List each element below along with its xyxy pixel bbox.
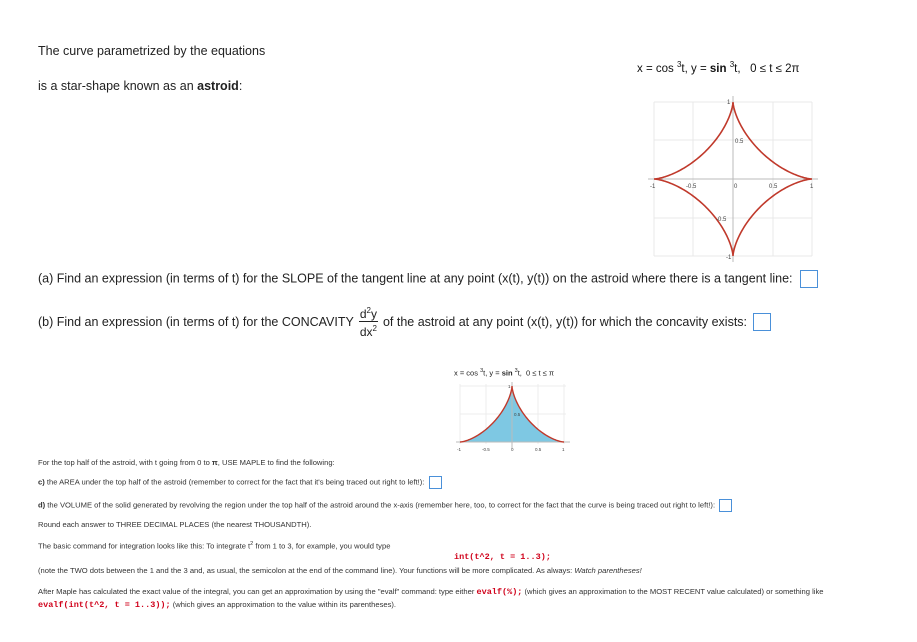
code-evalf-int: evalf(int(t^2, t = 1..3)); — [38, 600, 171, 610]
answer-c-input[interactable] — [429, 476, 442, 489]
question-c — [38, 476, 442, 489]
fraction-numerator: $d^2y$ — [359, 306, 377, 321]
eq1-t2: t, — [734, 62, 741, 75]
plot1-tick-x-1: 1 — [810, 184, 814, 190]
eq2-exp1: 3 — [480, 368, 484, 374]
basic-command-text: The basic command for integration looks like this: To integrate $t^2$ from 1 to 3, for example, you would type — [38, 541, 391, 551]
question-d-text: the VOLUME of the solid generated by revolving the region under the top half of the astroid around the x-axis (remember here, too, to correct for the fact that the curve is being traced out right to left!): — [45, 500, 716, 510]
eq2-t1: t, y = — [483, 368, 502, 378]
question-d — [38, 499, 732, 512]
plot1-tick-x-neg1: -1 — [650, 184, 656, 190]
question-d-label: d) — [38, 500, 46, 510]
concavity-fraction — [359, 304, 378, 339]
equation-1 — [637, 60, 799, 75]
plot2-tick-x-05: 0.5 — [535, 447, 542, 452]
code-int-example: int(t^2, t = 1..3); — [454, 552, 551, 562]
section-top-half: For the top half of the astroid, with t going from 0 to π, USE MAPLE to find the following: — [38, 458, 335, 467]
eq1-t1: t, y = — [681, 62, 710, 75]
intro-line-2 — [38, 79, 242, 93]
eq2-t2: t, — [517, 368, 522, 378]
plot2-tick-x-neg05: -0.5 — [482, 447, 490, 452]
question-b — [38, 304, 771, 339]
eq1-range: 0 ≤ t ≤ 2π — [750, 62, 800, 75]
eq2-x: x = cos — [454, 368, 478, 378]
question-a-text: (a) Find an expression (in terms of t) for the SLOPE of the tangent line at any point (x(t), y(t)) on the astroid where there is a tangent line: — [38, 271, 793, 286]
plot1-tick-x-0: 0 — [734, 184, 738, 190]
intro-line-1: The curve parametrized by the equations — [38, 44, 266, 58]
question-b-pre: (b) Find an expression (in terms of t) for the CONCAVITY — [38, 314, 354, 329]
watch-parentheses: Watch parentheses! — [574, 566, 642, 575]
eq2-exp2: 3 — [514, 368, 518, 374]
plot1-tick-x-neg05: -0.5 — [686, 184, 697, 190]
plot2-tick-x-0: 0 — [511, 447, 514, 452]
evalf-instructions: After Maple has calculated the exact value of the integral, you can get an approximation by using the "evalf" command: type either evalf(%); (which gives an approximation to the MOST RECENT value calculated) or something like — [38, 587, 824, 597]
intro-line-2-text: is a star-shape known as an — [38, 79, 198, 93]
evalf-instructions-2: evalf(int(t^2, t = 1..3)); (which gives an approximation to the value within its parentheses). — [38, 600, 397, 610]
astroid-plot — [646, 92, 822, 264]
equation-2 — [454, 368, 554, 378]
eq1-sin: sin — [709, 62, 727, 75]
eq1-exp2: 3 — [729, 60, 735, 69]
plot1-tick-y-neg05: -0.5 — [716, 217, 727, 223]
plot1-tick-y-neg1: -1 — [726, 255, 732, 261]
pi-symbol: π — [211, 458, 218, 467]
question-c-text: the AREA under the top half of the astroid (remember to correct for the fact that it's being traced out right to left!): — [44, 477, 425, 487]
answer-b-input[interactable] — [753, 313, 771, 331]
plot1-tick-y-05: 0.5 — [735, 139, 744, 145]
round-note: Round each answer to THREE DECIMAL PLACES (the nearest THOUSANDTH). — [38, 520, 312, 529]
eq2-sin: sin — [501, 368, 513, 378]
plot1-tick-x-05: 0.5 — [769, 184, 778, 190]
intro-line-2-end: : — [238, 79, 243, 93]
plot1-tick-y-1: 1 — [727, 100, 731, 106]
astroid-term: astroid — [197, 79, 239, 93]
plot2-tick-y-1: 1 — [508, 384, 511, 389]
eq1-x: x = cos — [637, 62, 674, 75]
plot2-tick-y-05: 0.5 — [514, 412, 521, 417]
plot2-tick-x-1: 1 — [562, 447, 565, 452]
dots-note: (note the TWO dots between the 1 and the 3 and, as usual, the semicolon at the end of the command line). Your functions will be more complicated. As always: Watch parentheses! — [38, 566, 642, 575]
question-c-label: c) — [38, 477, 45, 487]
answer-d-input[interactable] — [719, 499, 732, 512]
eq2-range: 0 ≤ t ≤ π — [526, 368, 555, 378]
question-b-post: of the astroid at any point (x(t), y(t)) for which the concavity exists: — [382, 314, 748, 329]
answer-a-input[interactable] — [800, 270, 818, 288]
question-a — [38, 270, 818, 288]
plot2-tick-x-neg1: -1 — [457, 447, 462, 452]
fraction-denominator: $dx^2$ — [359, 324, 377, 339]
code-evalf-percent: evalf(%); — [476, 587, 523, 597]
eq1-exp1: 3 — [676, 60, 682, 69]
half-astroid-plot — [454, 378, 572, 454]
